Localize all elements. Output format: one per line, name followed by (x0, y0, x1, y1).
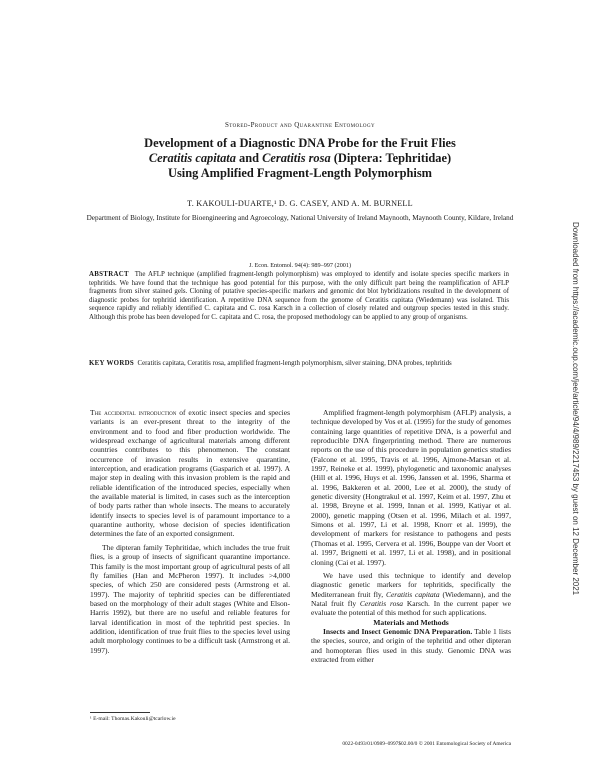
keywords-label: KEY WORDS (89, 360, 135, 367)
p2-mid: (Wiedemann), and the Natal fruit fly (311, 589, 512, 608)
intro-paragraph-2: The dipteran family Tephritidae, which includes the true fruit flies, is a group of insects of significant quarantine importance. This family is the most important group of agricultural pests of all fly families (Han and McPheron 1997). It includes >4,000 species, of which 250 are considered pests (Armstrong et al. 1997). The majority of tephritid species can be differentiated based on the morphology of their adult stages (White and Elson-Harris 1992), but there are no useful and reliable features for larval identification in most of the tephritid pest species. In addition, identification of true fruit flies to the species level using adult morphology continues to be a difficult task (Armstrong et al. 1997). (90, 542, 290, 655)
right-paragraph-1: Amplified fragment-length polymorphism (AFLP) analysis, a technique developed by Vos et al. (1995) for the study of genomes containing large quantities of repetitive DNA, is a powerful and reproducible DNA fingerprinting method. There are numerous reports on the use of this procedure in population genetics studies (Falcone et al. 1995, Travis et al. 1996, Ajmone-Marsan et al. 1997, Reineke et al. 1999), phylogenetic and taxonomic analyses (Hill et al. 1996, Huys et al. 1996, Janssen et al. 1996, Sharma et al. 1996, Bakkeren et al. 2000, Lee et al. 2000), the study of genetic diversity (Hongtrakul et al. 1997, Keim et al. 1997, Zhu et al. 1998, Breyne et al. 1999, Innan et al. 1999, Katiyar et al. 2000), genetic mapping (Otsen et al. 1996, Milach et al. 1997, Simons et al. 1997, Li et al. 1998, Knorr et al. 1999), the development of markers for resistance to pathogens and pests (Thomas et al. 1995, Cervera et al. 1996, Bouppe van der Voort et al. 1997, Brignetti et al. 1997, Li et al. 1998), and in positional cloning (Cai et al. 1997). (311, 408, 511, 567)
title-species-2: Ceratitis rosa (262, 151, 331, 165)
copyright-line: 0022-0493/01/0989–0997$02.00/0 © 2001 Entomological Society of America (342, 741, 511, 747)
keywords-text: Ceratitis capitata, Ceratitis rosa, amplified fragment-length polymorphism, silver staining, DNA probes, tephritids (137, 360, 452, 367)
affiliation: Department of Biology, Institute for Bioengineering and Agroecology, National University of Ireland Maynooth, Maynooth County, Kildare, Ireland (86, 214, 514, 222)
abstract (89, 271, 509, 323)
intro-p1-text: of exotic insect species and species variants is an ever-present threat to the integrity of the environment and to food and fiber production worldwide. The widespread exchange of agricultural materials among different countries contributes to this phenomenon. The constant occurrence of invasion results in extensive quarantine, interception, and eradication programs (Gasparich et al. 1997). A major step in dealing with this invasion problem is the rapid and reliable identification of the introduced species, especially when the available material is limited, in cases such as the interception of body parts rather than whole insects. The means to accurately identify insects to species level is of paramount importance to a quarantine authority, whose decision of species identification determines the fate of an exported consignment. (90, 408, 290, 539)
abstract-text: The AFLP technique (amplified fragment-length polymorphism) was employed to identify and isolate species specific markers in tephritids. We have found that the technique has good potential for this purpose, with the only difficult part being the reamplification of AFLP fragments from silver stained gels. Cloning of putative species-specific markers and genomic dot blot hybridizations resulted in the development of diagnostic probes for tephritid identification. A repetitive DNA sequence from the genome of Ceratitis capitata (Wiedemann) was isolated. This sequence rapidly and reliably identified C. capitata and C. rosa Karsch in a collection of closely related and outgroup species tested in this study. Although this probe has been developed for C. capitata and C. rosa, the proposed methodology can be applied to any group of organisms. (89, 271, 509, 321)
title-line-1: Development of a Diagnostic DNA Probe for the Fruit Flies (144, 136, 456, 150)
article-title (60, 136, 540, 181)
intro-smallcaps: The accidental introduction (90, 408, 177, 417)
p2-start: We have used this technique to identify and develop diagnostic genetic markers for tephritids, specifically the Mediterranean fruit fly, (311, 570, 511, 599)
footnote: ¹ E-mail: Thomas.Kakouli@tcarlow.ie (90, 716, 176, 722)
title-and: and (235, 151, 263, 165)
methods-subheading: Insects and Insect Genomic DNA Preparation. (323, 626, 473, 636)
title-species-1: Ceratitis capitata (148, 151, 236, 165)
title-line-3: Using Amplified Fragment-Length Polymorphism (168, 166, 432, 180)
p2-end: Karsch. In the current paper we evaluate the potential of this method for such applications. (311, 598, 511, 618)
right-paragraph-2 (311, 571, 511, 618)
journal-citation: J. Econ. Entomol. 94(4): 989–997 (2001) (248, 262, 352, 269)
intro-paragraph-1 (90, 408, 290, 539)
abstract-label: ABSTRACT (89, 271, 129, 278)
p2-species-2: Ceratitis rosa (359, 598, 404, 608)
body-column-left (90, 408, 290, 655)
right-paragraph-3 (311, 627, 511, 664)
download-watermark: Downloaded from https://academic.oup.com/jee/article/94/4/989/2217453 by guest on 12 December 2021 (571, 222, 580, 596)
p3-text: Table 1 lists the species, source, and origin of the tephritid and other dipteran and homopteran flies used in this study. Genomic DNA was extracted from either (311, 626, 511, 664)
title-family: (Diptera: Tephritidae) (330, 151, 452, 165)
p2-species-1: Ceratitis capitata (385, 589, 440, 599)
body-column-right (311, 408, 511, 664)
authors: T. KAKOULI-DUARTE,¹ D. G. CASEY, AND A. M. BURNELL (187, 199, 413, 208)
title-line-2 (60, 151, 540, 166)
section-label: Stored-Product and Quarantine Entomology (225, 121, 375, 129)
keywords (89, 360, 509, 369)
methods-heading: Materials and Methods (373, 617, 449, 627)
footnote-rule (90, 712, 150, 713)
